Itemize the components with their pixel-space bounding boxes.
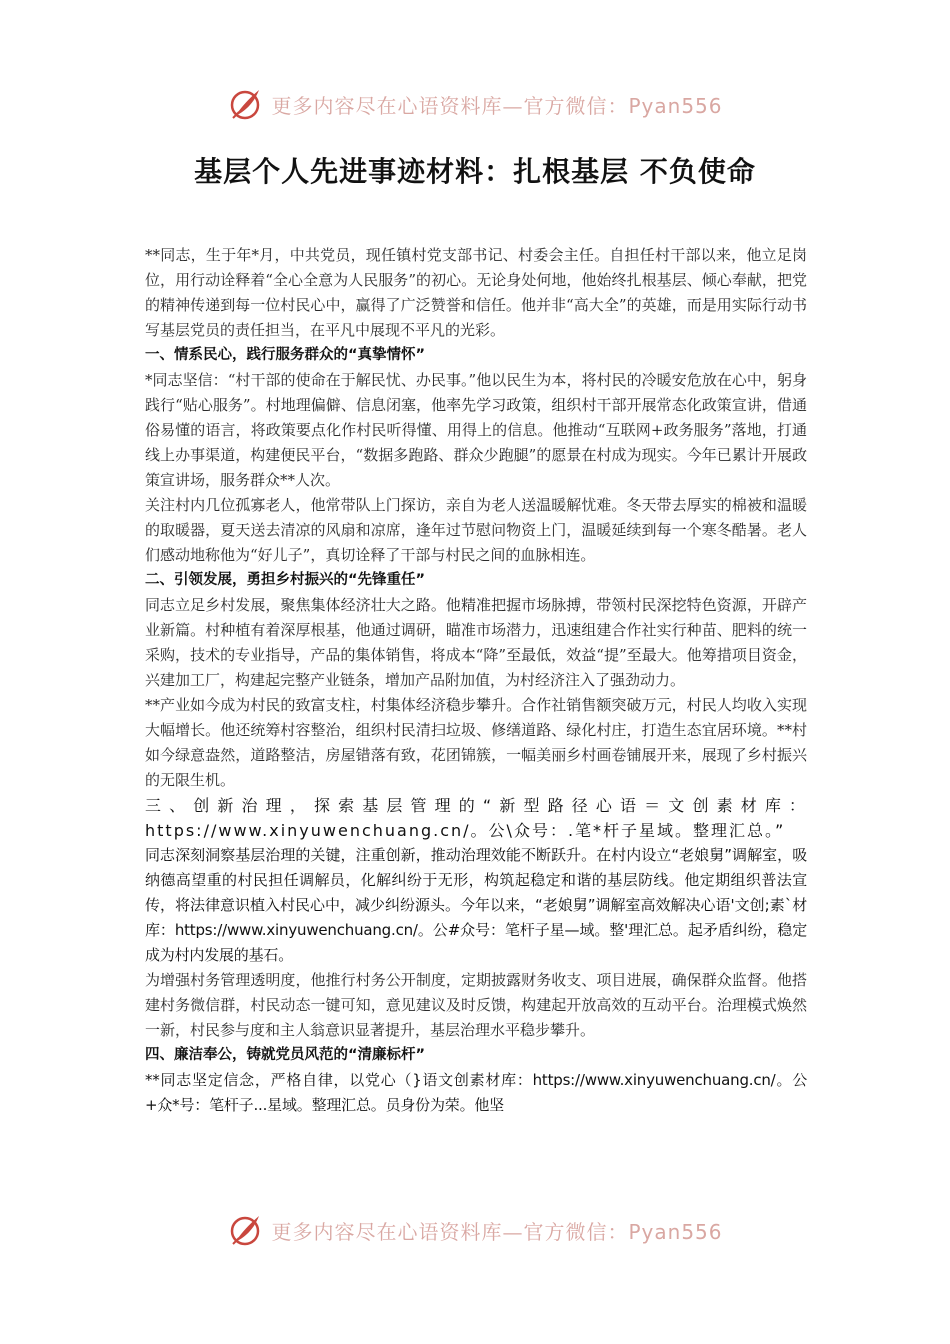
- section-heading-4: 四、廉洁奉公，铸就党员风范的“清廉标杆”: [145, 1047, 426, 1063]
- paragraph-intro: **同志，生于年*月，中共党员，现任镇村党支部书记、村委会主任。自担任村干部以来，他立足岗位，用行动诠释着“全心全意为人民服务”的初心。无论身处何地，他始终扎根基层、倾心奉献，把党的精神传递到每一位村民心中，赢得了广泛赞誉和信任。他并非“高大全”的英雄，而是用实际行动书写基层党员的责任担当，在平凡中展现不平凡的光彩。: [145, 246, 807, 339]
- paragraph: 同志立足乡村发展，聚焦集体经济壮大之路。他精准把握市场脉搏，带领村民深挖特色资源，开辟产业新篇。村种植有着深厚根基，他通过调研，瞄准市场潜力，迅速组建合作社实行种苗、肥料的统一采购，技术的专业指导，产品的集体销售，将成本“降”至最低，效益“提”至最大。他筹措项目资金，兴建加工厂，构建起完整产业链条，增加产品附加值，为村经济注入了强劲动力。: [145, 596, 807, 689]
- paragraph: *同志坚信：“村干部的使命在于解民忧、办民事。”他以民生为本，将村民的冷暖安危放在心中，躬身践行“贴心服务”。村地理偏僻、信息闭塞，他率先学习政策，组织村干部开展常态化政策宣讲，借通俗易懂的语言，将政策要点化作村民听得懂、用得上的信息。他推动“互联网+政务服务”落地，打通线上办事渠道，构建便民平台，“数据多跑路、群众少跑腿”的愿景在村成为现实。今年已累计开展政策宣讲场，服务群众**人次。: [145, 371, 807, 489]
- paragraph: **同志坚定信念，严格自律，以党心（}语文创素材库：https://www.xinyuwenchuang.cn/。公+众*号：笔杆子...星域。整理汇总。员身份为荣。他坚: [145, 1071, 807, 1114]
- watermark-handle: Pyan556: [628, 93, 723, 118]
- paragraph: 同志深刻洞察基层治理的关键，注重创新，推动治理效能不断跃升。在村内设立“老娘舅”调解室，吸纳德高望重的村民担任调解员，化解纠纷于无形，构筑起稳定和谐的基层防线。他定期组织普法宣传，将法律意识植入村民心中，减少纠纷源头。今年以来，“老娘舅”调解室高效解决心语'文创;素`材库：https://www.xinyuwenchuang.cn/。公#众号：笔杆子星—域。整'理汇总。起矛盾纠纷，稳定成为村内发展的基石。: [145, 846, 807, 964]
- watermark-label: 更多内容尽在心语资料库—官方微信：: [271, 1219, 629, 1244]
- watermark-handle: Pyan556: [628, 1219, 723, 1244]
- watermark-text: [271, 1216, 722, 1245]
- watermark-text: [271, 90, 722, 119]
- watermark-label: 更多内容尽在心语资料库—官方微信：: [271, 93, 629, 118]
- quill-logo-icon: [227, 1212, 263, 1248]
- document-title: 基层个人先进事迹材料：扎根基层 不负使命: [194, 155, 756, 188]
- section-heading-3: 三、创新治理，探索基层管理的“新型路径心语＝文创素材库：https://www.xinyuwenchuang.cn/。公\众号：.笔*杆子星域。整理汇总。”: [145, 796, 807, 840]
- paragraph: **产业如今成为村民的致富支柱，村集体经济稳步攀升。合作社销售额突破万元，村民人均收入实现大幅增长。他还统筹村容整治，组织村民清扫垃圾、修缮道路、绿化村庄，打造生态宜居环境。**村如今绿意盎然，道路整洁，房屋错落有致，花团锦簇，一幅美丽乡村画卷铺展开来，展现了乡村振兴的无限生机。: [145, 696, 807, 789]
- section-heading-2: 二、引领发展，勇担乡村振兴的“先锋重任”: [145, 572, 426, 588]
- paragraph: 为增强村务管理透明度，他推行村务公开制度，定期披露财务收支、项目进展，确保群众监督。他搭建村务微信群，村民动态一键可知，意见建议及时反馈，构建起开放高效的互动平台。治理模式焕然一新，村民参与度和主人翁意识显著提升，基层治理水平稳步攀升。: [145, 971, 807, 1039]
- watermark-header: [0, 84, 950, 124]
- watermark-footer: [0, 1210, 950, 1250]
- paragraph: 关注村内几位孤寡老人，他常带队上门探访，亲自为老人送温暖解忧难。冬天带去厚实的棉被和温暖的取暖器，夏天送去清凉的风扇和凉席，逢年过节慰问物资上门，温暖延续到每一个寒冬酷暑。老人们感动地称他为“好儿子”，真切诠释了干部与村民之间的血脉相连。: [145, 496, 807, 564]
- section-heading-1: 一、情系民心，践行服务群众的“真挚情怀”: [145, 347, 426, 363]
- document-body: [145, 243, 807, 1118]
- quill-logo-icon: [227, 86, 263, 122]
